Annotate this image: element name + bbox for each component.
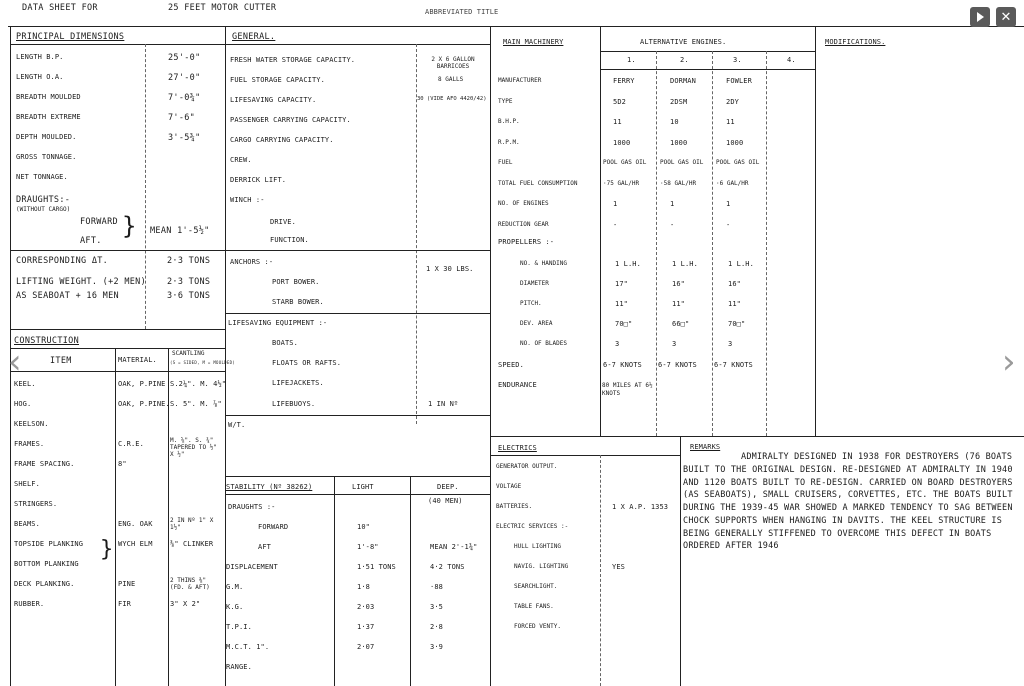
abbreviated-title: ABBREVIATED TITLE <box>425 8 499 16</box>
machinery-row-label: MANUFACTURER <box>498 77 542 84</box>
construction-row-item: STRINGERS. <box>14 500 58 508</box>
construction-row-material: FIR <box>118 600 131 608</box>
seaboat-value: 3·6 TONS <box>167 291 211 301</box>
construction-row-item: TOPSIDE PLANKING <box>14 540 84 548</box>
close-icon: ✕ <box>1000 9 1012 25</box>
construction-row-scantling: S. 5". M. ⅞" <box>170 400 222 408</box>
machinery-row-value: 1000 <box>613 138 631 147</box>
principal-row-label: LENGTH B.P. <box>16 53 64 61</box>
machinery-row-value: POOL GAS OIL <box>603 159 647 166</box>
propeller-row-value: 16" <box>728 280 741 288</box>
remarks-heading: REMARKS <box>690 443 721 451</box>
construction-col-material: MATERIAL. <box>118 356 157 364</box>
machinery-row-value: POOL GAS OIL <box>716 159 760 166</box>
propeller-row-value: 70□" <box>615 320 633 328</box>
construction-row-scantling: 2 IN Nº 1" X 1½" <box>170 517 214 532</box>
general-row-label: CREW. <box>230 156 252 164</box>
draught-mean-value: MEAN 1'-5½" <box>150 226 210 236</box>
stability-row-light: 2·03 <box>357 603 375 611</box>
wt-label: W/T. <box>228 421 246 429</box>
machinery-row-value: 5D2 <box>613 97 626 106</box>
electrics-row-label: GENERATOR OUTPUT. <box>496 463 558 470</box>
endurance-label: ENDURANCE <box>498 381 537 389</box>
corresponding-label: CORRESPONDING ΔT. <box>16 256 109 266</box>
propeller-row-value: 17" <box>615 280 628 288</box>
construction-row-item: BEAMS. <box>14 520 40 528</box>
machinery-row-label: FUEL <box>498 159 513 166</box>
machinery-row-value: ·75 GAL/HR <box>603 179 640 187</box>
construction-row-item: SHELF. <box>14 480 40 488</box>
endurance-value: 80 MILES AT 6½ KNOTS <box>602 382 653 397</box>
construction-col-item: ITEM <box>50 356 72 366</box>
stability-col-deep: DEEP. <box>437 483 459 491</box>
electrics-heading: ELECTRICS <box>498 444 537 452</box>
machinery-row-label: NO. OF ENGINES <box>498 200 549 207</box>
close-button[interactable] <box>996 7 1016 27</box>
stability-row-deep: 3·5 <box>430 603 443 611</box>
stability-row-label: RANGE. <box>226 663 252 671</box>
lifebuoys-label: LIFEBUOYS. <box>272 400 316 408</box>
draught-forward-label: FORWARD <box>80 217 118 227</box>
principal-dimensions-heading: PRINCIPAL DIMENSIONS <box>16 32 125 42</box>
lifesaving-capacity-value: 30 (VIDE AFO 4420/42) <box>417 96 487 102</box>
stability-deep-note: (40 MEN) <box>428 497 463 505</box>
machinery-row-label: R.P.M. <box>498 138 520 146</box>
electrics-row-value: YES <box>612 563 625 571</box>
machinery-row-label: B.H.P. <box>498 118 520 125</box>
construction-col-scantling-note: (S = SIDED, M = MOULDED) <box>170 360 235 365</box>
general-drive-label: DRIVE. <box>270 218 296 226</box>
propeller-row-label: DIAMETER <box>520 280 549 287</box>
stability-row-deep: MEAN 2'-1¾" <box>430 543 478 551</box>
vessel-name: 25 FEET MOTOR CUTTER <box>168 3 277 13</box>
construction-row-material: ENG. OAK <box>118 520 153 528</box>
stability-row-light: 2·07 <box>357 643 375 651</box>
general-row-label: WINCH :- <box>230 196 265 204</box>
play-button[interactable] <box>970 7 990 27</box>
machinery-row-value: - <box>670 220 675 229</box>
construction-heading: CONSTRUCTION <box>14 336 80 346</box>
machinery-row-value: 10 <box>670 118 679 126</box>
construction-row-material: WYCH ELM <box>118 540 153 548</box>
floats-label: FLOATS OR RAFTS. <box>272 359 342 367</box>
construction-row-scantling: 3" X 2" <box>170 600 201 608</box>
construction-col-scantling: SCANTLING <box>172 350 205 357</box>
general-row-label: LIFESAVING CAPACITY. <box>230 96 317 104</box>
machinery-row-label: TOTAL FUEL CONSUMPTION <box>498 179 578 187</box>
construction-row-item: FRAME SPACING. <box>14 460 75 468</box>
electrics-row-label: VOLTAGE <box>496 483 522 490</box>
construction-row-item: KEEL. <box>14 380 36 388</box>
prev-page-button[interactable] <box>8 342 22 382</box>
machinery-row-value: 1000 <box>726 138 744 147</box>
general-row-label: FRESH WATER STORAGE CAPACITY. <box>230 56 356 64</box>
port-bower-label: PORT BOWER. <box>272 278 320 286</box>
machinery-row-value: 1 <box>613 200 618 208</box>
stability-row-deep: 2·8 <box>430 623 443 631</box>
propeller-row-value: 1 L.H. <box>672 260 698 268</box>
speed-label: SPEED. <box>498 361 524 369</box>
machinery-row-value: 1000 <box>670 138 688 147</box>
propeller-row-value: 70□" <box>728 320 746 328</box>
construction-row-scantling: ⅜" CLINKER <box>170 540 214 548</box>
machinery-row-value: 2DSM <box>670 97 688 106</box>
electrics-row-label: SEARCHLIGHT. <box>514 583 558 590</box>
speed-value-2: 6-7 KNOTS <box>658 361 697 369</box>
construction-row-item: HOG. <box>14 400 32 408</box>
play-icon <box>977 12 984 22</box>
principal-row-value: 7'-6" <box>168 113 196 123</box>
draught-aft-label: AFT. <box>80 236 102 246</box>
chevron-left-icon: ‹ <box>8 342 22 382</box>
planking-brace: } <box>100 537 114 562</box>
construction-row-material: OAK, P.PINE. <box>118 400 170 408</box>
machinery-row-label: TYPE <box>498 97 513 105</box>
stability-row-deep: 4·2 TONS <box>430 563 465 571</box>
electrics-row-label: HULL LIGHTING <box>514 543 561 550</box>
lifting-label: LIFTING WEIGHT. (+2 MEN) <box>16 277 147 287</box>
propeller-row-value: 3 <box>672 340 677 348</box>
principal-row-label: BREADTH MOULDED <box>16 93 81 101</box>
construction-row-item: DECK PLANKING. <box>14 580 75 588</box>
propeller-row-value: 66□" <box>672 320 690 328</box>
engine-number: 1. <box>627 56 636 64</box>
construction-row-material: 8" <box>118 460 127 468</box>
construction-row-item: FRAMES. <box>14 440 45 448</box>
boats-label: BOATS. <box>272 339 298 347</box>
propeller-row-label: DEV. AREA <box>520 320 553 327</box>
stability-row-label: G.M. <box>226 583 244 591</box>
next-page-button[interactable] <box>1002 342 1016 382</box>
principal-row-label: GROSS TONNAGE. <box>16 153 77 161</box>
lifesaving-equipment-label: LIFESAVING EQUIPMENT :- <box>228 319 328 327</box>
stability-row-label: DISPLACEMENT <box>226 563 278 571</box>
stability-row-deep: 3·9 <box>430 643 443 651</box>
machinery-row-value: 1 <box>670 200 675 208</box>
stability-row-label: M.C.T. 1". <box>226 643 270 651</box>
stability-row-label: K.G. <box>226 603 244 611</box>
stability-col-light: LIGHT <box>352 483 374 491</box>
anchors-label: ANCHORS :- <box>230 258 274 266</box>
propeller-row-value: 11" <box>672 300 685 308</box>
fresh-water-value: 2 X 6 GALLON BARRICOES <box>431 56 475 71</box>
electrics-row-value: 1 X A.P. 1353 <box>612 503 669 511</box>
propeller-row-label: NO. OF BLADES <box>520 340 567 347</box>
machinery-row-value: ·6 GAL/HR <box>716 179 749 187</box>
remarks-text: ADMIRALTY DESIGNED IN 1938 FOR DESTROYERS (76 BOATS BUILT TO THE ORIGINAL DESIGN. RE-DESIGNED AT ADMIRALTY IN 1940 AND 1120 BOATS BUILT TO RE-DESIGN. CARRIED ON BOARD DESTROYERS (AS SEABOATS), SMALL CRUISERS, CORVETTES, ETC. THE BOATS BUILT DURING THE 1939-45 WAR SHOWED A MARKED TENDENCY TO SAG BETWEEN CHOCK SUPPORTS WHEN HANGING IN DAVITS. THE KEEL STRUCTURE IS BEING GENERALLY STIFFENED TO OVERCOME THIS DEFECT IN BOATS ORDERED AFTER 1946 <box>683 452 1019 552</box>
construction-row-material: OAK, P.PINE <box>118 380 166 388</box>
electrics-row-label: NAVIG. LIGHTING <box>514 563 569 570</box>
machinery-row-value: DORMAN <box>670 77 696 85</box>
stability-row-deep: ·88 <box>430 583 443 591</box>
principal-row-value: 25'-0" <box>168 53 201 63</box>
stability-row-label: AFT <box>258 543 271 551</box>
construction-row-material: PINE <box>118 580 136 588</box>
speed-value-1: 6-7 KNOTS <box>603 361 642 369</box>
general-row-label: PASSENGER CARRYING CAPACITY. <box>230 116 351 124</box>
general-heading: GENERAL. <box>232 32 276 42</box>
propeller-row-value: 11" <box>615 300 628 308</box>
propeller-row-value: 3 <box>728 340 733 348</box>
principal-row-value: 27'-0" <box>168 73 201 83</box>
propeller-row-value: 16" <box>672 280 685 288</box>
stability-row-light: 1·37 <box>357 623 375 631</box>
principal-row-label: LENGTH O.A. <box>16 73 64 81</box>
construction-row-item: RUBBER. <box>14 600 45 608</box>
propeller-row-value: 1 L.H. <box>615 260 641 268</box>
electrics-row-label: TABLE FANS. <box>514 603 554 610</box>
machinery-row-value: ·58 GAL/HR <box>660 179 697 187</box>
principal-row-value: 7'-0¾" <box>168 93 201 103</box>
alternative-engines-heading: ALTERNATIVE ENGINES. <box>640 38 727 46</box>
machinery-row-value: 1 <box>726 200 731 208</box>
stability-row-light: 1'-8" <box>357 543 379 551</box>
brace-symbol: } <box>122 212 137 240</box>
construction-row-scantling: S.2¼". M. 4½" <box>170 380 227 388</box>
construction-row-scantling: M. ⅝". S. ¾" TAPERED TO ½" X ½" <box>170 437 217 459</box>
propeller-row-value: 3 <box>615 340 620 348</box>
stability-heading: STABILITY (Nº 38262) <box>226 483 313 491</box>
general-function-label: FUNCTION. <box>270 236 309 244</box>
general-row-label: DERRICK LIFT. <box>230 176 287 184</box>
machinery-row-value: - <box>613 220 618 229</box>
electrics-row-label: ELECTRIC SERVICES :- <box>496 523 569 530</box>
propellers-label: PROPELLERS :- <box>498 238 555 246</box>
stability-row-label: T.P.I. <box>226 623 252 631</box>
modifications-heading: MODIFICATIONS. <box>825 38 886 46</box>
propeller-row-label: NO. & HANDING <box>520 260 567 267</box>
draughts-label: DRAUGHTS:- <box>16 195 71 205</box>
stability-row-light: 10" <box>357 523 370 531</box>
machinery-row-value: POOL GAS OIL <box>660 159 704 166</box>
general-row-label: CARGO CARRYING CAPACITY. <box>230 136 334 144</box>
construction-row-item: KEELSON. <box>14 420 49 428</box>
lifejackets-label: LIFEJACKETS. <box>272 379 324 387</box>
electrics-row-label: FORCED VENTY. <box>514 623 561 630</box>
speed-value-3: 6-7 KNOTS <box>714 361 753 369</box>
chevron-right-icon: › <box>1002 342 1016 382</box>
stability-draughts-label: DRAUGHTS :- <box>228 503 276 511</box>
stability-row-light: 1·8 <box>357 583 370 591</box>
general-row-label: FUEL STORAGE CAPACITY. <box>230 76 325 84</box>
propeller-row-value: 1 L.H. <box>728 260 754 268</box>
machinery-row-value: 2DY <box>726 97 739 106</box>
main-machinery-heading: MAIN MACHINERY <box>503 38 564 46</box>
machinery-row-value: FERRY <box>613 77 635 85</box>
electrics-row-label: BATTERIES. <box>496 503 533 510</box>
draughts-note: (WITHOUT CARGO) <box>16 206 71 213</box>
propeller-row-value: 11" <box>728 300 741 308</box>
starb-bower-label: STARB BOWER. <box>272 298 324 306</box>
engine-number: 3. <box>733 56 742 64</box>
lifting-value: 2·3 TONS <box>167 277 211 287</box>
engine-number: 4. <box>787 56 796 64</box>
fuel-storage-value: 8 GALLS <box>438 76 464 83</box>
anchors-value: 1 X 30 LBS. <box>426 265 474 273</box>
construction-row-item: BOTTOM PLANKING <box>14 560 79 568</box>
machinery-row-value: 11 <box>726 118 735 126</box>
principal-row-value: 3'-5¾" <box>168 133 201 143</box>
propeller-row-label: PITCH. <box>520 300 542 307</box>
sheet-title: DATA SHEET FOR <box>22 3 98 13</box>
principal-row-label: NET TONNAGE. <box>16 173 68 181</box>
corresponding-value: 2·3 TONS <box>167 256 211 266</box>
seaboat-label: AS SEABOAT + 16 MEN <box>16 291 119 301</box>
machinery-row-value: 11 <box>613 118 622 126</box>
lifebuoys-value: 1 IN Nº <box>428 400 459 408</box>
engine-number: 2. <box>680 56 689 64</box>
machinery-row-value: FOWLER <box>726 77 752 85</box>
principal-row-label: DEPTH MOULDED. <box>16 133 77 141</box>
stability-row-light: 1·51 TONS <box>357 563 396 571</box>
machinery-row-value: - <box>726 220 731 229</box>
principal-row-label: BREADTH EXTREME <box>16 113 81 121</box>
machinery-row-label: REDUCTION GEAR <box>498 220 549 228</box>
stability-row-label: FORWARD <box>258 523 289 531</box>
construction-row-scantling: 2 THINS ⅜" (FD. & AFT) <box>170 577 210 592</box>
construction-row-material: C.R.E. <box>118 440 144 448</box>
